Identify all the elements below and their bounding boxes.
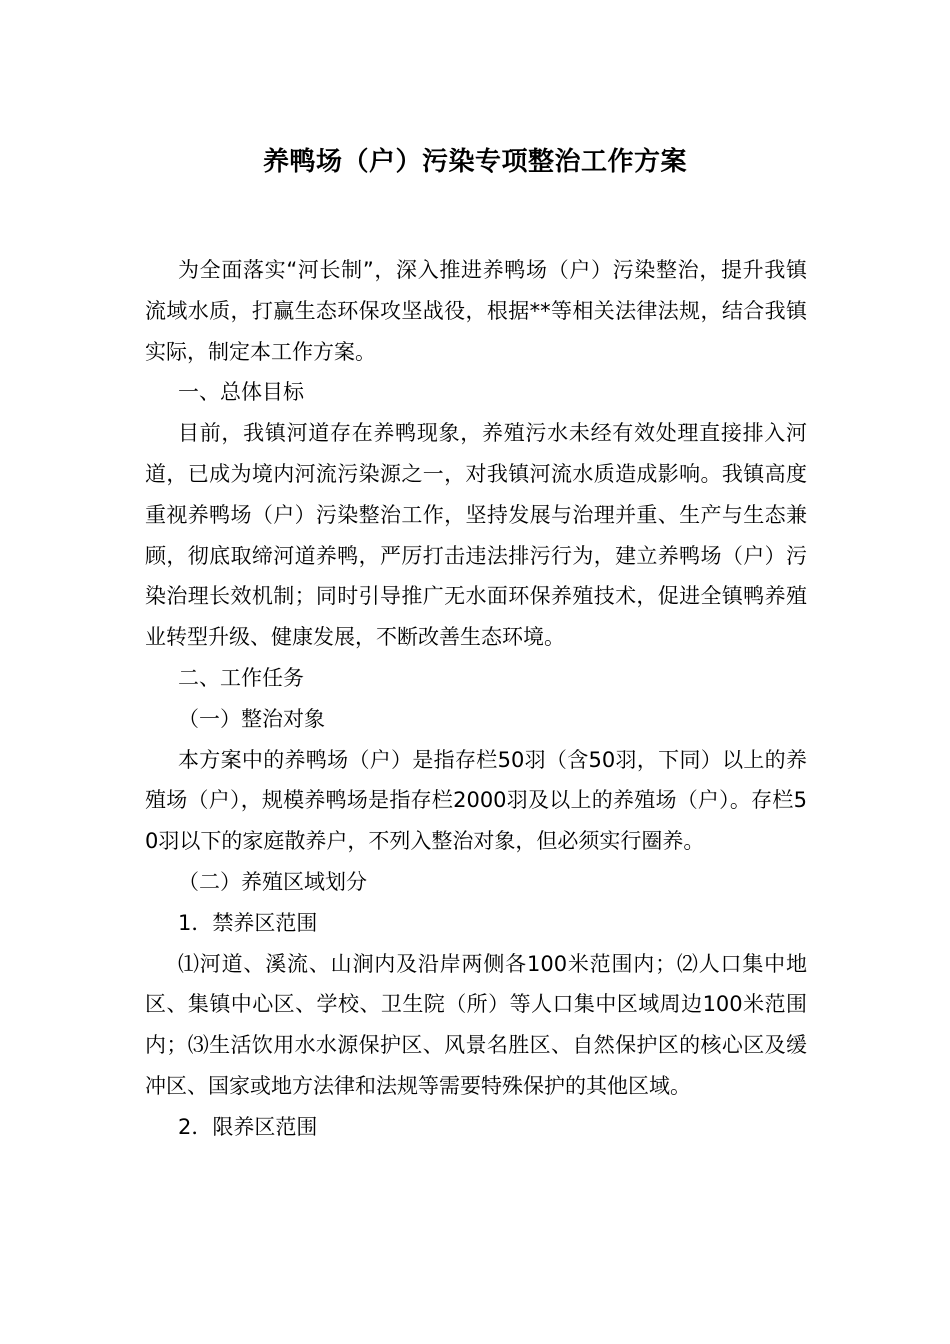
prohibited-zone-paragraph: ⑴河道、溪流、山涧内及沿岸两侧各100米范围内；⑵人口集中地区、集镇中心区、学校、卫生院（所）等人口集中区域周边100米范围内；⑶生活饮用水水源保护区、风景名胜区、自然保护区的核心区及缓冲区、国家或地方法律和法规等需要特殊保护的其他区域。 bbox=[145, 951, 807, 1098]
intro-paragraph: 为全面落实“河长制”，深入推进养鸭场（户）污染整治，提升我镇流域水质，打赢生态环保攻坚战役，根据**等相关法律法规，结合我镇实际，制定本工作方案。 bbox=[145, 258, 807, 364]
subsection-heading-targets: （一）整治对象 bbox=[178, 706, 325, 731]
document-body bbox=[145, 250, 807, 1148]
section-heading-tasks: 二、工作任务 bbox=[178, 665, 304, 690]
item-heading-restricted-zone: 2．限养区范围 bbox=[178, 1114, 318, 1139]
overall-goal-paragraph: 目前，我镇河道存在养鸭现象，养殖污水未经有效处理直接排入河道，已成为境内河流污染源之一，对我镇河流水质造成影响。我镇高度重视养鸭场（户）污染整治工作，坚持发展与治理并重、生产与生态兼顾，彻底取缔河道养鸭，严厉打击违法排污行为，建立养鸭场（户）污染治理长效机制；同时引导推广无水面环保养殖技术，促进全镇鸭养殖业转型升级、健康发展，不断改善生态环境。 bbox=[145, 421, 807, 650]
targets-paragraph: 本方案中的养鸭场（户）是指存栏50羽（含50羽，下同）以上的养殖场（户），规模养鸭场是指存栏2000羽及以上的养殖场（户）。存栏50羽以下的家庭散养户，不列入整治对象，但必须实行圈养。 bbox=[145, 747, 807, 854]
document-title: 养鸭场（户）污染专项整治工作方案 bbox=[262, 147, 687, 177]
section-heading-overall-goal: 一、总体目标 bbox=[178, 380, 304, 405]
item-heading-prohibited-zone: 1．禁养区范围 bbox=[178, 910, 318, 935]
subsection-heading-zoning: （二）养殖区域划分 bbox=[178, 869, 367, 894]
